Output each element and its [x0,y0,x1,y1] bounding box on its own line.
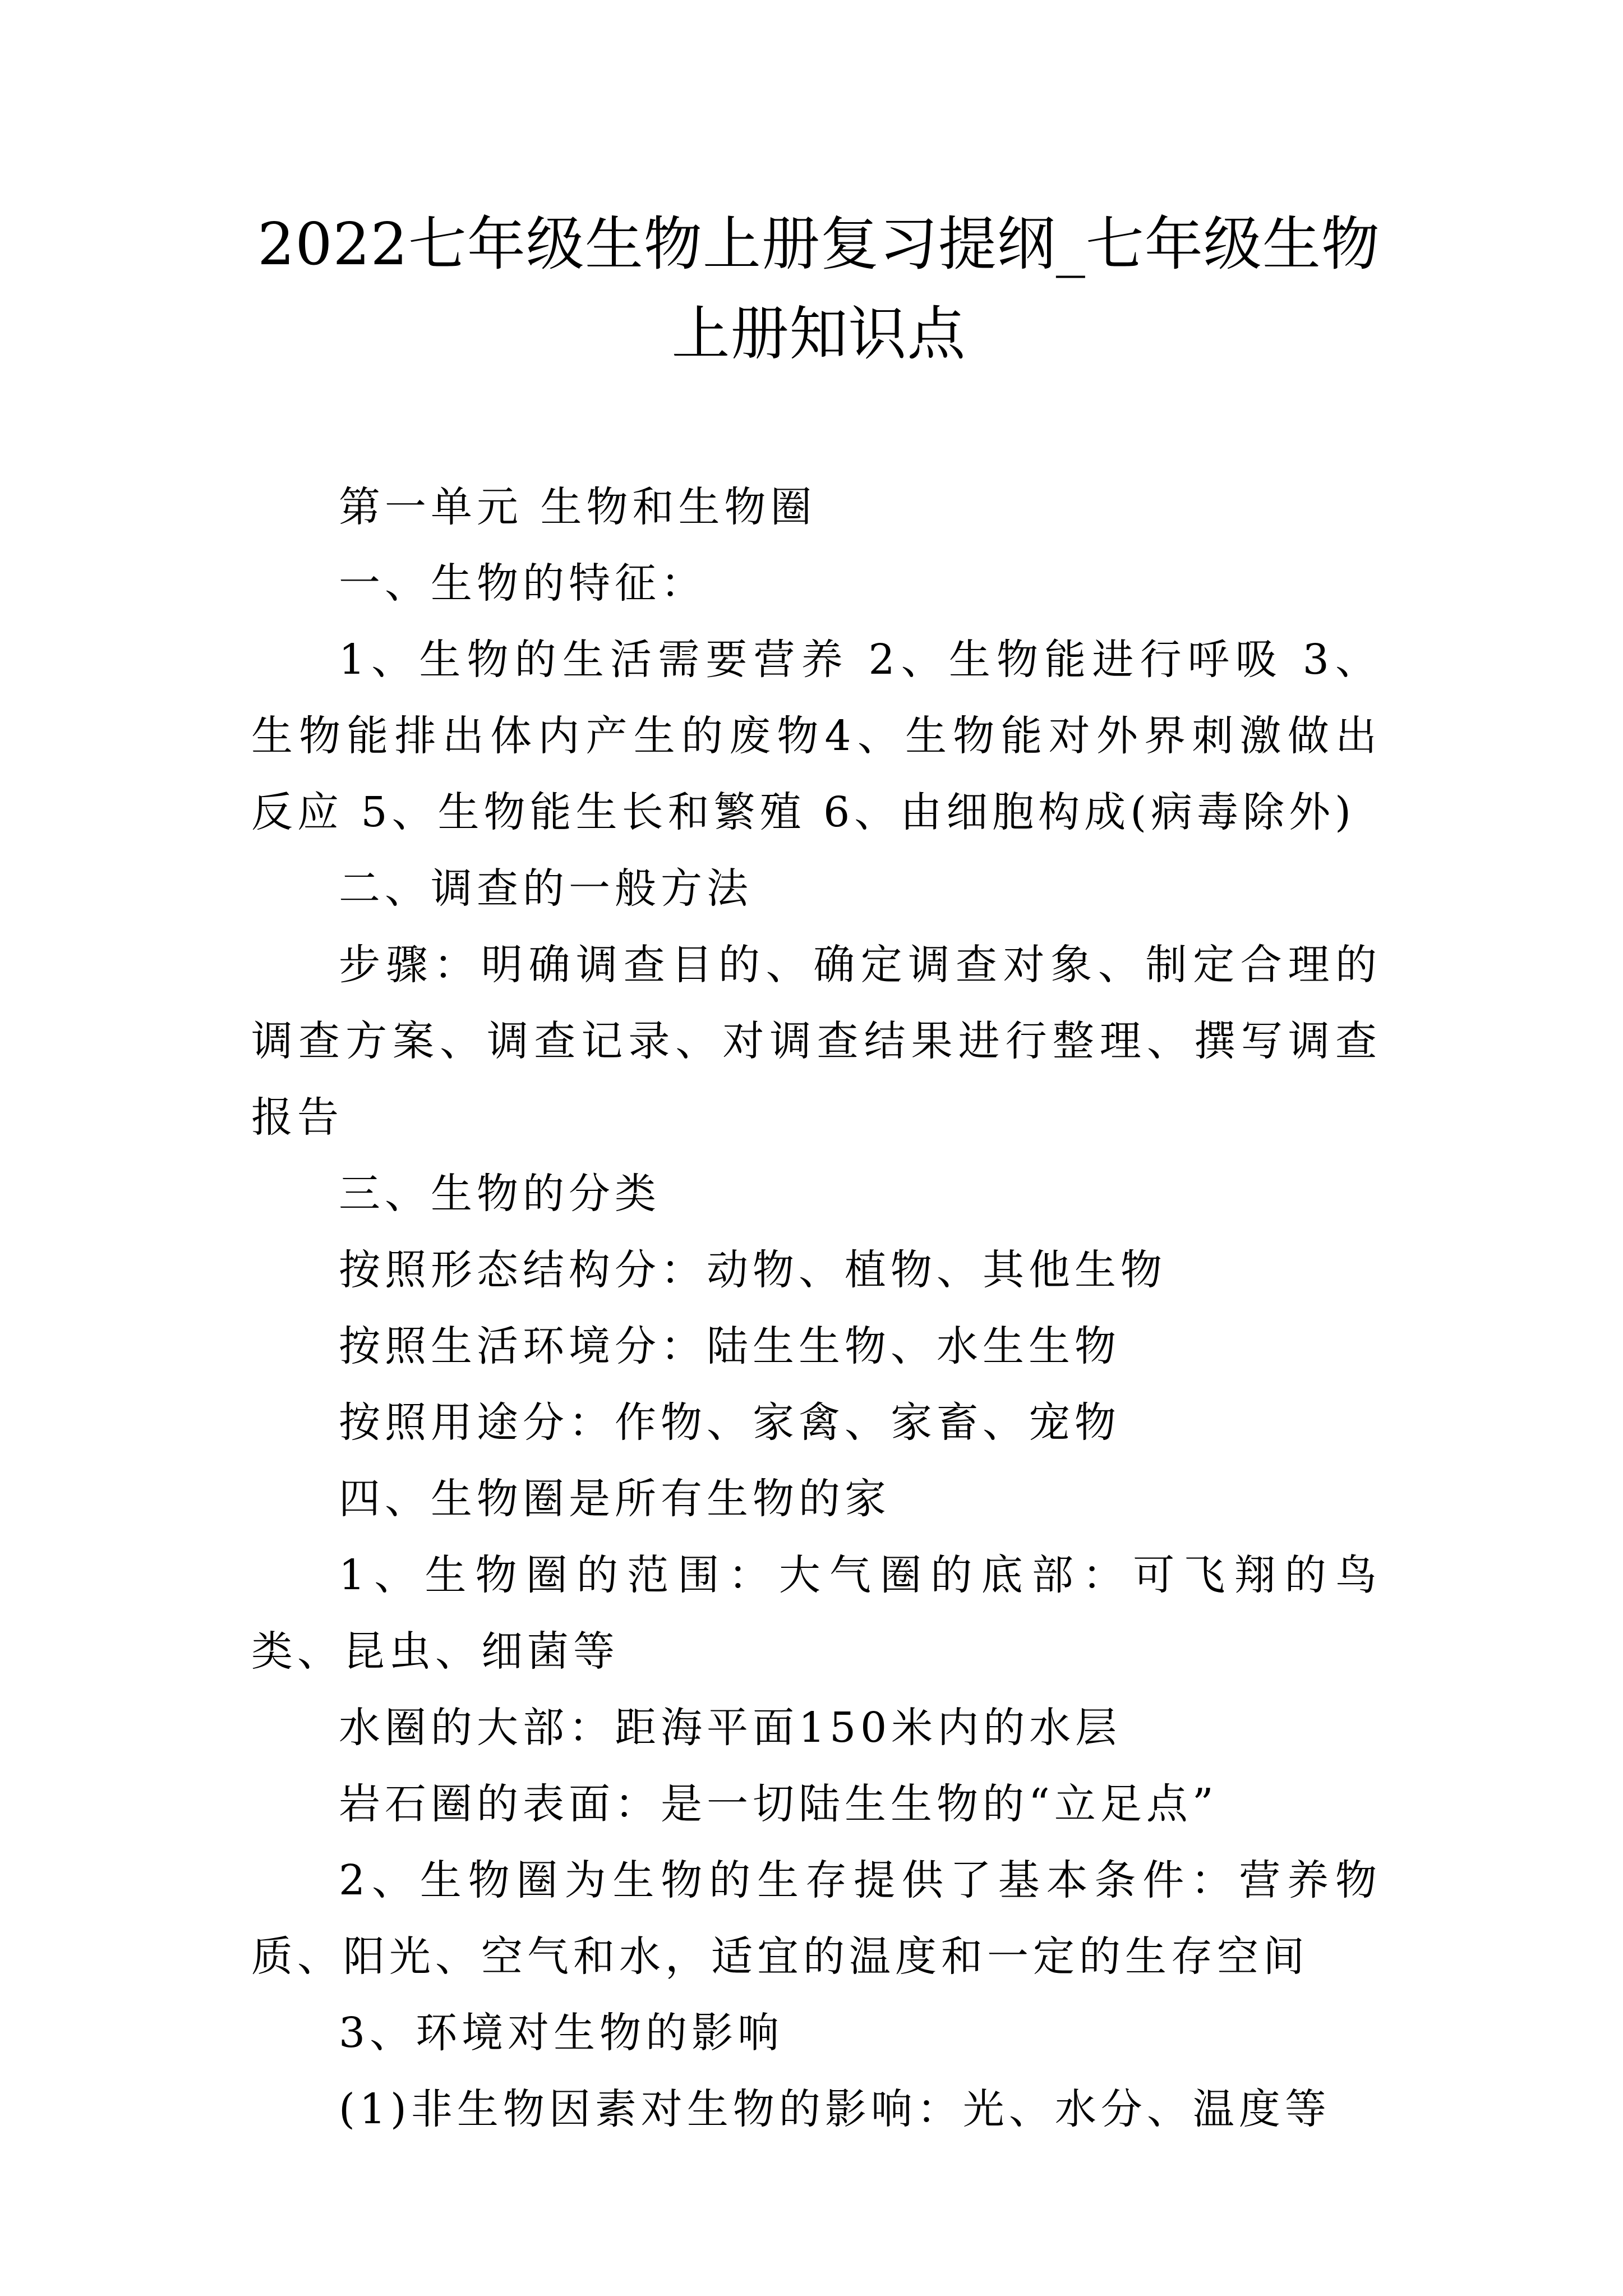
body-paragraph: 按照生活环境分：陆生生物、水生生物 [339,1322,1121,1370]
body-paragraph: 按照形态结构分：动物、植物、其他生物 [339,1246,1166,1294]
body-paragraph: 3、环境对生物的影响 [339,2009,784,2057]
body-paragraph: 步骤：明确调查目的、确定调查对象、制定合理的调查方案、调查记录、对调查结果进行整理、撰写调查报告 [251,941,1381,1142]
document-title: 2022七年级生物上册复习提纲_七年级生物上册知识点 [257,210,1380,368]
body-paragraph: 按照用途分：作物、家禽、家畜、宠物 [339,1398,1121,1447]
body-paragraph: (1)非生物因素对生物的影响：光、水分、温度等 [339,2085,1331,2133]
section-heading: 四、生物圈是所有生物的家 [339,1475,891,1523]
unit-heading: 第一单元 生物和生物圈 [339,483,817,531]
body-paragraph: 水圈的大部：距海平面150米内的水层 [339,1704,1122,1752]
document-body [251,469,1381,2147]
section-heading: 一、生物的特征： [339,559,707,608]
body-paragraph: 1、生物圈的范围：大气圈的底部：可飞翔的鸟类、昆虫、细菌等 [251,1551,1381,1676]
body-paragraph: 2、生物圈为生物的生存提供了基本条件：营养物质、阳光、空气和水，适宜的温度和一定的生存空间 [251,1856,1381,1981]
section-heading: 二、调查的一般方法 [339,864,753,913]
body-paragraph: 1、生物的生活需要营养 2、生物能进行呼吸 3、生物能排出体内产生的废物4、生物能对外界刺激做出反应 5、生物能生长和繁殖 6、由细胞构成(病毒除外) [251,636,1381,836]
body-paragraph: 岩石圈的表面：是一切陆生生物的“立足点” [339,1780,1218,1828]
section-heading: 三、生物的分类 [339,1170,661,1218]
